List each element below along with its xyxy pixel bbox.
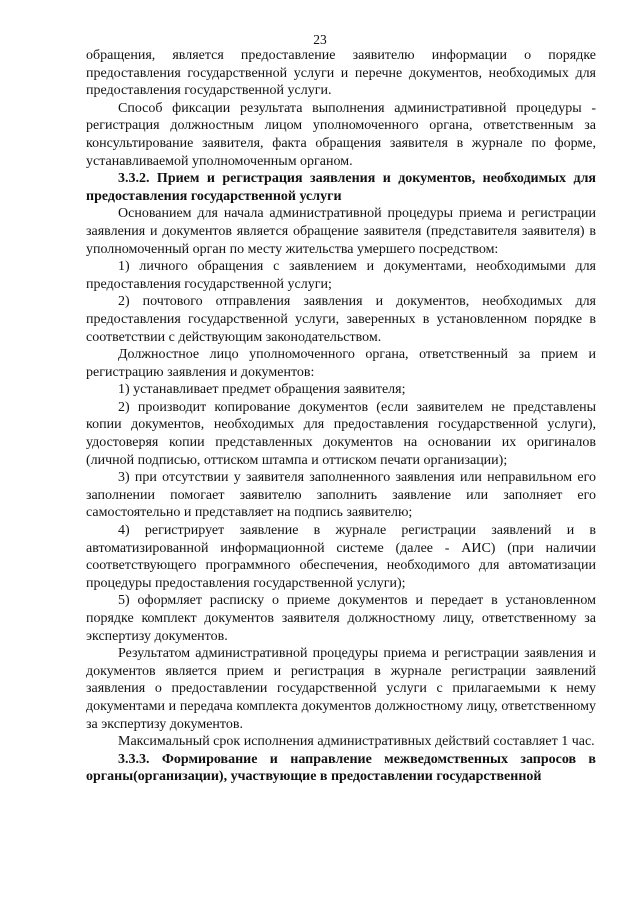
paragraph: 4) регистрирует заявление в журнале регистрации заявлений и в автоматизированной информационной системе (далее - АИС) (при наличии соответствующего программного обеспечения, необходимого для автоматизации процедуры предоставления государственной услуги); xyxy=(86,523,596,591)
paragraph: 1) устанавливает предмет обращения заявителя; xyxy=(118,382,406,398)
paragraph: 3) при отсутствии у заявителя заполненного заявления или неправильном его заполнении помогает заявителю заполнить заявление или заполняет его самостоятельно и представляет на подпись заявителю; xyxy=(86,470,596,521)
paragraph: 2) производит копирование документов (если заявителем не представлены копии документов, необходимых для предоставления государственной услуги), удостоверяя копии представленных документов на основании их оригиналов (личной подписью, оттиском штампа и оттиском печати организации); xyxy=(86,399,596,468)
paragraph: 1) личного обращения с заявлением и документами, необходимыми для предоставления государственной услуги; xyxy=(86,259,596,292)
document-body xyxy=(86,47,596,786)
section-heading: 3.3.2. Прием и регистрация заявления и документов, необходимых для предоставления государственной услуги xyxy=(86,171,596,204)
page-number: 23 xyxy=(313,32,327,47)
paragraph: Основанием для начала административной процедуры приема и регистрации заявления и документов является обращение заявителя (представителя заявителя) в уполномоченный орган по месту жительства умершего посредством: xyxy=(86,206,596,257)
paragraph: 5) оформляет расписку о приеме документов и передает в установленном порядке комплект документов заявителя должностному лицу, ответственному за экспертизу документов. xyxy=(86,593,596,644)
paragraph: обращения, является предоставление заявителю информации о порядке предоставления государственной услуги и перечне документов, необходимых для предоставления государственной услуги. xyxy=(86,48,596,99)
paragraph: Способ фиксации результата выполнения административной процедуры - регистрация должностным лицом уполномоченного органа, ответственным за консультирование заявителя, факта обращения заявителя в журнале по форме, устанавливаемой уполномоченным органом. xyxy=(86,100,596,169)
section-heading: 3.3.3. Формирование и направление межведомственных запросов в органы(организации), участвующие в предоставлении государственной xyxy=(86,751,596,785)
paragraph: Должностное лицо уполномоченного органа, ответственный за прием и регистрацию заявления и документов: xyxy=(86,347,596,380)
paragraph: Максимальный срок исполнения административных действий составляет 1 час. xyxy=(118,734,595,750)
paragraph: Результатом административной процедуры приема и регистрации заявления и документов является прием и регистрация в журнале регистрации заявлений заявления о предоставлении государственной услуги с прилагаемыми к нему документами и передача комплекта документов должностному лицу, ответственному за экспертизу документов. xyxy=(86,646,596,732)
paragraph: 2) почтового отправления заявления и документов, необходимых для предоставления государственной услуги, заверенных в установленном порядке в соответствии с действующим законодательством. xyxy=(86,294,596,345)
